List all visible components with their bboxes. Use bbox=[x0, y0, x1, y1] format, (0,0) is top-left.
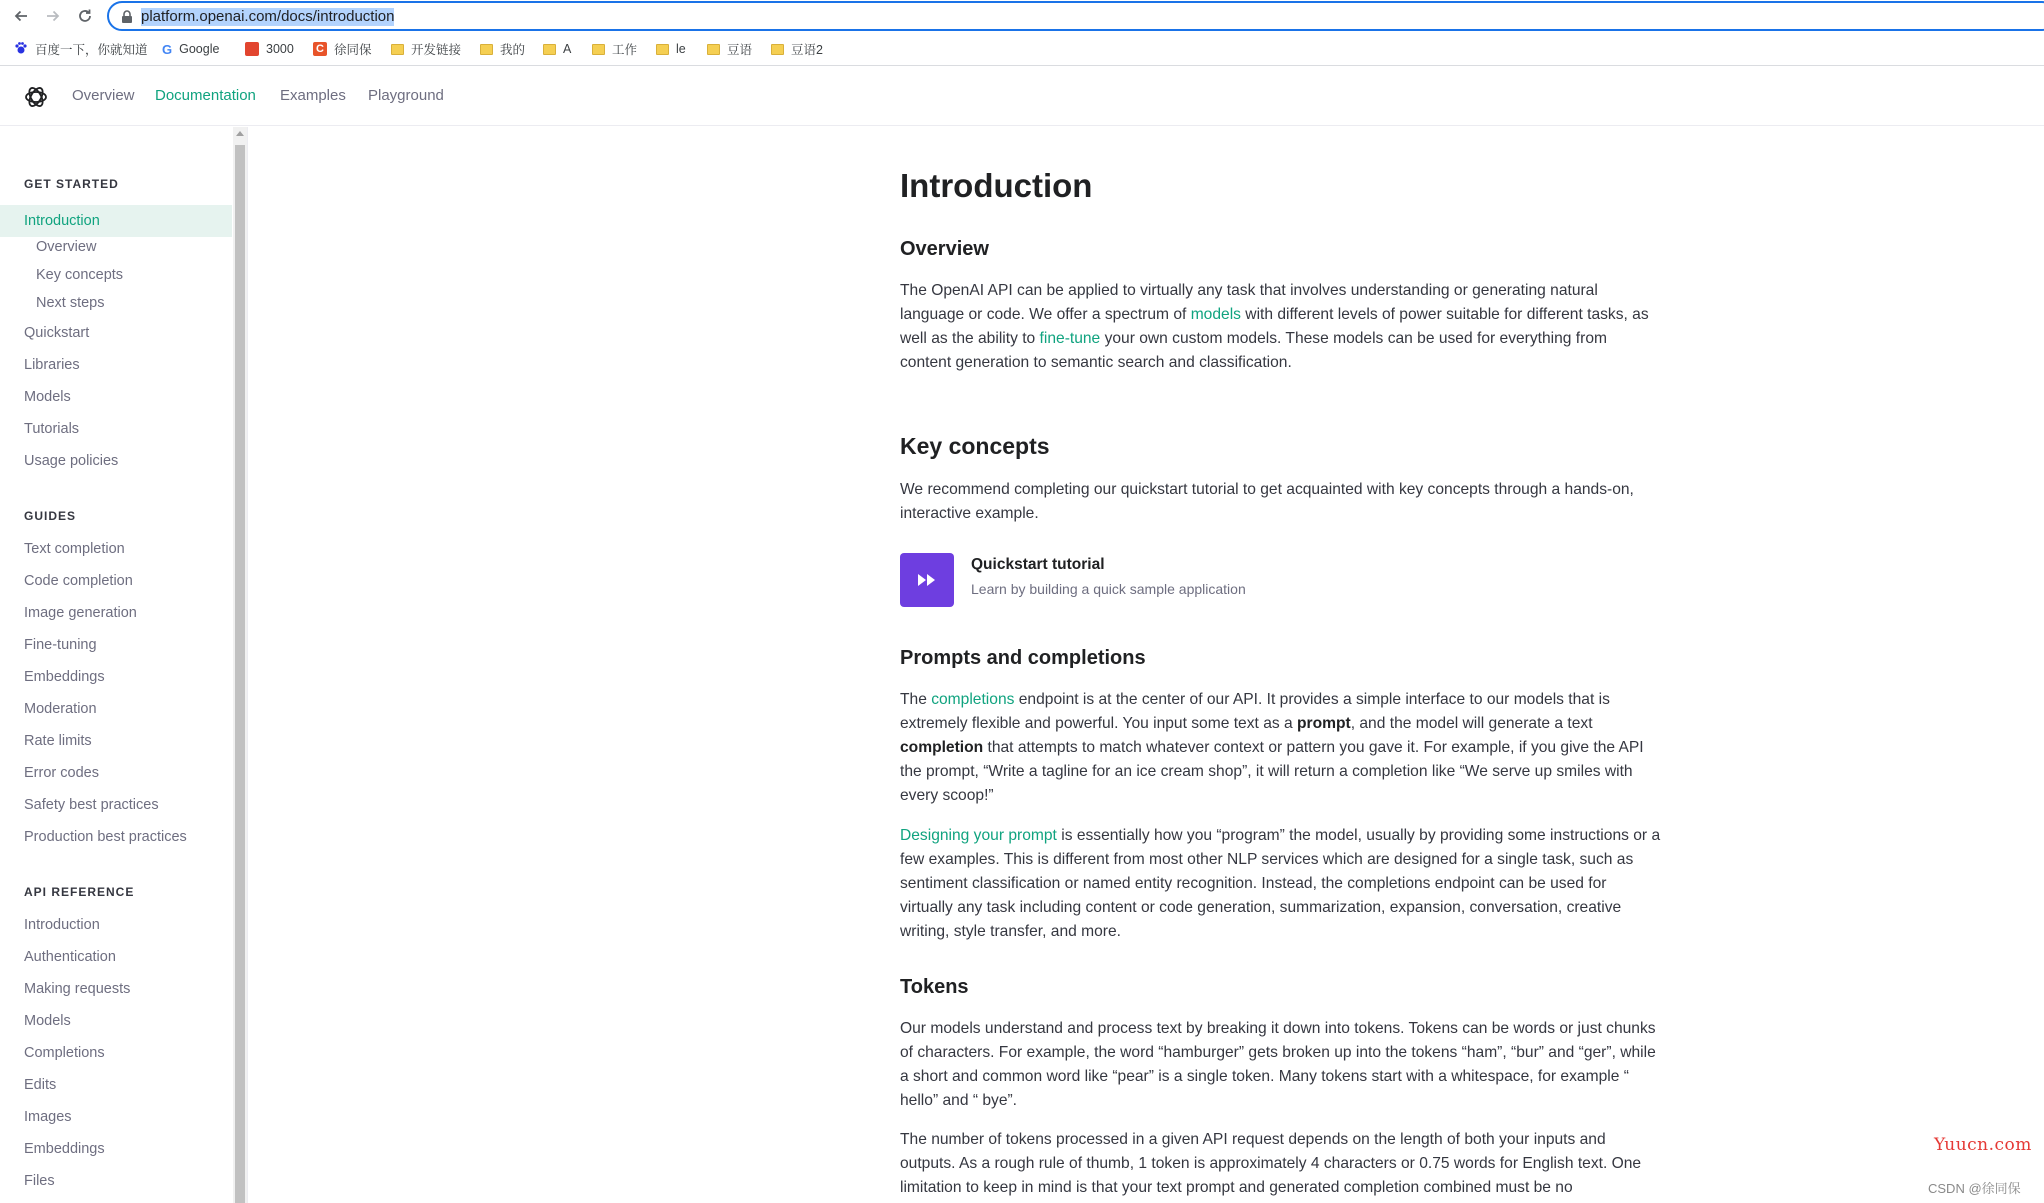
sidebar-section-title: API REFERENCE bbox=[24, 885, 135, 899]
bookmark-label: 我的 bbox=[500, 43, 526, 57]
sidebar-item-safety-best-practices[interactable]: Safety best practices bbox=[24, 797, 159, 813]
folder-icon bbox=[707, 44, 720, 55]
sidebar-divider bbox=[247, 127, 248, 1203]
bookmark-3000[interactable] bbox=[245, 32, 294, 66]
section-heading-key-concepts: Key concepts bbox=[900, 433, 1050, 459]
sidebar-subitem-next-steps[interactable]: Next steps bbox=[36, 295, 105, 311]
page-title: Introduction bbox=[900, 167, 1093, 204]
quickstart-card-icon[interactable] bbox=[900, 553, 954, 607]
sidebar-item-api-embeddings[interactable]: Embeddings bbox=[24, 1141, 105, 1157]
sidebar-item-files[interactable]: Files bbox=[24, 1173, 55, 1189]
bookmark-folder-a[interactable] bbox=[543, 32, 571, 66]
sidebar-item-code-completion[interactable]: Code completion bbox=[24, 573, 133, 589]
prompts-paragraph-2: Designing your prompt is essentially how you “program” the model, usually by providing some instructions or a few examples. This is different from most other NLP services which are designed for a single task, such as sentiment classification or named entity recognition. Instead, the completions endpoint can be used for virtually any task including content or code generation, summarization, expansion, conversation, creative writing, style transfer, and more. bbox=[900, 827, 1661, 940]
designing-prompt-link[interactable]: Designing your prompt bbox=[900, 827, 1057, 844]
baidu-paw-icon bbox=[14, 41, 28, 58]
bookmark-folder-dev[interactable] bbox=[391, 32, 461, 66]
forward-icon[interactable] bbox=[40, 3, 66, 29]
sidebar-scrollbar[interactable] bbox=[233, 127, 247, 1203]
bookmark-label: 豆语2 bbox=[791, 43, 823, 57]
bookmark-label: 徐同保 bbox=[334, 43, 372, 57]
sidebar-item-image-generation[interactable]: Image generation bbox=[24, 605, 137, 621]
watermark-site: Yuucn.com bbox=[1934, 1135, 2032, 1155]
lock-icon bbox=[121, 10, 133, 24]
fast-forward-icon bbox=[917, 573, 937, 587]
fine-tune-link[interactable]: fine-tune bbox=[1039, 330, 1101, 347]
sidebar-subitem-overview[interactable]: Overview bbox=[36, 239, 97, 255]
folder-icon bbox=[592, 44, 605, 55]
bookmark-label: 豆语 bbox=[727, 43, 753, 57]
sidebar-item-models[interactable]: Models bbox=[24, 389, 71, 405]
reload-icon[interactable] bbox=[72, 3, 98, 29]
topnav-documentation[interactable]: Documentation bbox=[155, 87, 256, 104]
sidebar-item-text-completion[interactable]: Text completion bbox=[24, 541, 125, 557]
prompts-paragraph-1: The completions endpoint is at the center of our API. It provides a simple interface to our models that is extremely flexible and powerful. You input some text as a prompt, and the model will generate a text completion that attempts to match whatever context or pattern you gave it. For example, if you give the API the prompt, “Write a tagline for an ice cream shop”, it will return a completion like “We serve up smiles with every scoop!” bbox=[900, 691, 1644, 804]
bookmark-label: Google bbox=[179, 42, 220, 56]
quickstart-card-title[interactable]: Quickstart tutorial bbox=[971, 556, 1105, 573]
sidebar-subitem-key-concepts[interactable]: Key concepts bbox=[36, 267, 124, 283]
section-heading-tokens: Tokens bbox=[900, 976, 969, 998]
docs-sidebar bbox=[0, 127, 232, 1203]
key-concepts-paragraph: We recommend completing our quickstart tutorial to get acquainted with key concepts through a hands-on, interactive example. bbox=[900, 481, 1634, 522]
scrollbar-thumb[interactable] bbox=[235, 145, 245, 1203]
completions-link[interactable]: completions bbox=[931, 691, 1015, 708]
quickstart-card-description: Learn by building a quick sample application bbox=[971, 581, 1246, 597]
tokens-paragraph-1: Our models understand and process text by breaking it down into tokens. Tokens can be words or just chunks of characters. For example, the word “hamburger” gets broken up into the tokens “ham”, “bur” and “ger”, while a short and common word like “pear” is a single token. Many tokens start with a whitespace, for example “ hello” and “ bye”. bbox=[900, 1020, 1656, 1109]
bookmark-folder-douyu2[interactable] bbox=[771, 32, 823, 66]
bookmark-label: 3000 bbox=[266, 42, 294, 56]
sidebar-item-rate-limits[interactable]: Rate limits bbox=[24, 733, 92, 749]
openai-logo-icon[interactable] bbox=[23, 84, 49, 115]
sidebar-item-completions[interactable]: Completions bbox=[24, 1045, 105, 1061]
bookmark-label: 开发链接 bbox=[411, 43, 462, 57]
scroll-up-arrow-icon[interactable] bbox=[236, 131, 244, 136]
sidebar-item-making-requests[interactable]: Making requests bbox=[24, 981, 131, 997]
folder-icon bbox=[391, 44, 404, 55]
csdn-c-icon: C bbox=[313, 42, 327, 56]
bookmark-baidu[interactable] bbox=[14, 32, 148, 66]
sidebar-section-title: GUIDES bbox=[24, 509, 77, 523]
sidebar-item-fine-tuning[interactable]: Fine-tuning bbox=[24, 637, 97, 653]
bookmark-label: 百度一下，你就知道 bbox=[35, 43, 148, 57]
sidebar-section-title: GET STARTED bbox=[24, 177, 119, 191]
sidebar-item-edits[interactable]: Edits bbox=[24, 1077, 57, 1093]
sidebar-item-images[interactable]: Images bbox=[24, 1109, 72, 1125]
sidebar-item-api-introduction[interactable]: Introduction bbox=[24, 917, 100, 933]
sidebar-item-usage-policies[interactable]: Usage policies bbox=[24, 453, 119, 469]
sidebar-item-libraries[interactable]: Libraries bbox=[24, 357, 80, 373]
folder-icon bbox=[543, 44, 556, 55]
overview-paragraph: The OpenAI API can be applied to virtually any task that involves understanding or generating natural language or code. We offer a spectrum of models with different levels of power suitable for different tasks, as well as the ability to fine-tune your own custom models. These models can be used for everything from content generation to semantic search and classification. bbox=[900, 282, 1649, 371]
folder-icon bbox=[771, 44, 784, 55]
bookmark-google[interactable] bbox=[162, 32, 219, 66]
sidebar-item-authentication[interactable]: Authentication bbox=[24, 949, 116, 965]
topnav-playground[interactable]: Playground bbox=[368, 87, 444, 104]
topnav-examples[interactable]: Examples bbox=[280, 87, 346, 104]
bookmark-label: A bbox=[563, 42, 572, 56]
bookmarks-bar bbox=[0, 32, 2044, 66]
docs-top-nav bbox=[0, 66, 2044, 126]
sidebar-item-tutorials[interactable]: Tutorials bbox=[24, 421, 80, 437]
watermark-csdn: CSDN @徐同保 bbox=[1928, 1181, 2021, 1196]
sidebar-item-production-best-practices[interactable]: Production best practices bbox=[24, 829, 187, 845]
topnav-overview[interactable]: Overview bbox=[72, 87, 135, 104]
bookmark-folder-mine[interactable] bbox=[480, 32, 525, 66]
section-heading-prompts: Prompts and completions bbox=[900, 647, 1146, 669]
bookmark-label: le bbox=[676, 42, 686, 56]
bookmark-folder-douyu[interactable] bbox=[707, 32, 752, 66]
back-icon[interactable] bbox=[8, 3, 34, 29]
sidebar-item-embeddings[interactable]: Embeddings bbox=[24, 669, 105, 685]
sidebar-item-quickstart[interactable]: Quickstart bbox=[24, 325, 90, 341]
bookmark-xutongbao[interactable] bbox=[313, 32, 372, 66]
sidebar-item-error-codes[interactable]: Error codes bbox=[24, 765, 99, 781]
folder-icon bbox=[480, 44, 493, 55]
app-red-icon bbox=[245, 42, 259, 56]
bookmark-folder-work[interactable] bbox=[592, 32, 637, 66]
url-text[interactable]: platform.openai.com/docs/introduction bbox=[141, 8, 395, 25]
bookmark-label: 工作 bbox=[612, 43, 638, 57]
bookmark-folder-le[interactable] bbox=[656, 32, 686, 66]
section-heading-overview: Overview bbox=[900, 238, 989, 260]
address-bar[interactable] bbox=[107, 1, 2044, 31]
folder-icon bbox=[656, 44, 669, 55]
google-icon: G bbox=[162, 41, 173, 57]
tokens-paragraph-2: The number of tokens processed in a given API request depends on the length of both your inputs and outputs. As a rough rule of thumb, 1 token is approximately 4 characters or 0.75 words for English text. One limitation to keep in mind is that your text prompt and generated completion combined must be no bbox=[900, 1131, 1642, 1196]
browser-toolbar bbox=[0, 0, 2044, 32]
sidebar-item-api-models[interactable]: Models bbox=[24, 1013, 71, 1029]
sidebar-item-introduction[interactable]: Introduction bbox=[0, 205, 232, 237]
sidebar-item-moderation[interactable]: Moderation bbox=[24, 701, 97, 717]
models-link[interactable]: models bbox=[1190, 306, 1241, 323]
